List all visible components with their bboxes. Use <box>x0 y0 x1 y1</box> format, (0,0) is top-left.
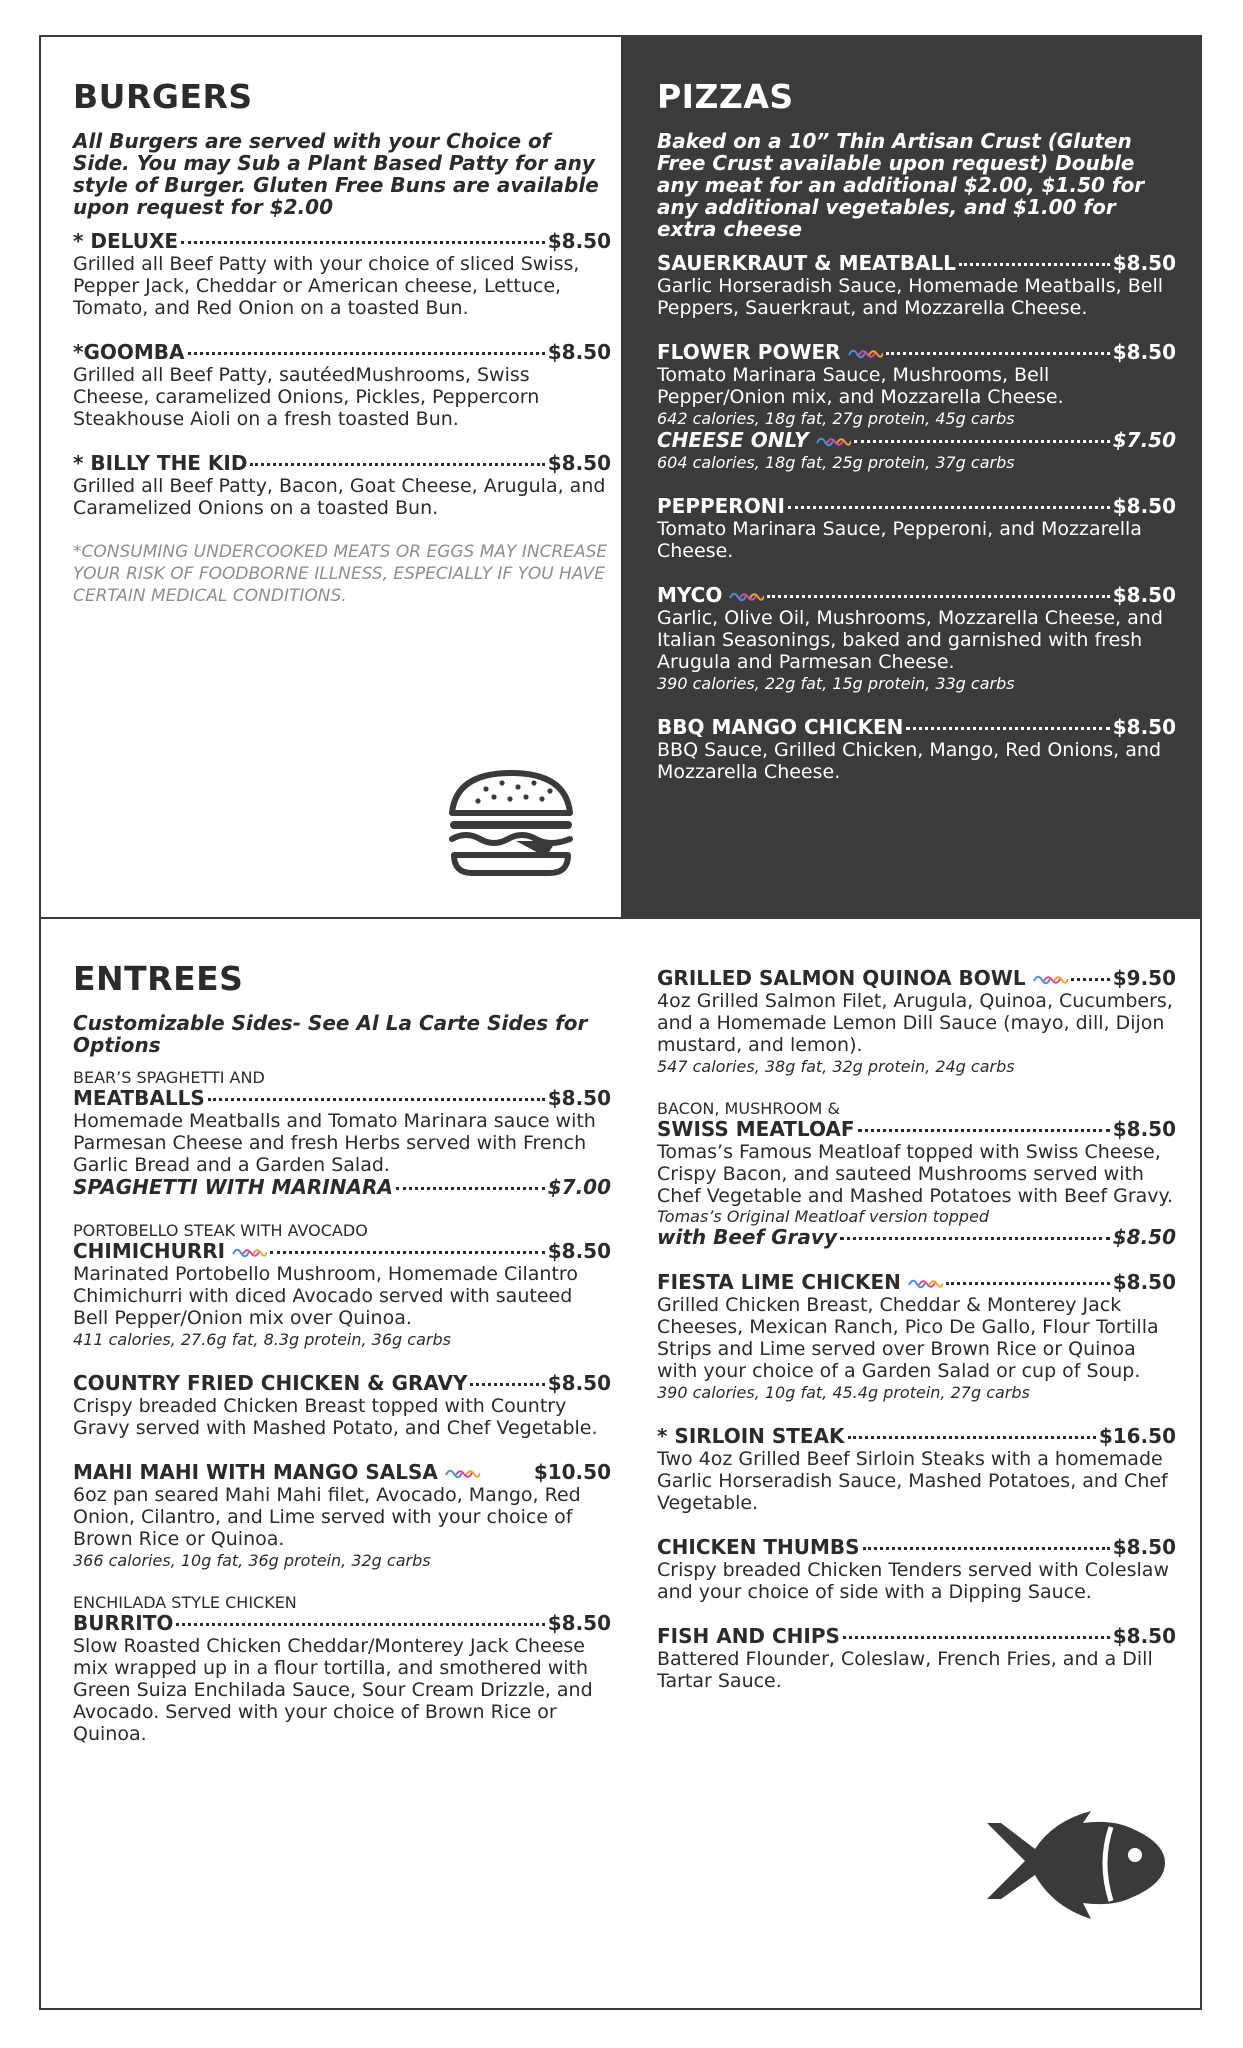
pizzas-section <box>621 37 1200 917</box>
item-description: Crispy breaded Chicken Tenders served with Coleslaw and your choice of side with a Dipping Sauce. <box>657 1559 1169 1603</box>
menu-item <box>657 1099 1176 1249</box>
menu-item <box>657 1536 1176 1603</box>
item-description: Tomato Marinara Sauce, Mushrooms, Bell Pepper/Onion mix, and Mozzarella Cheese. <box>657 364 1064 408</box>
menu-item <box>73 1221 611 1350</box>
item-price: $8.50 <box>547 1239 611 1263</box>
item-name: FIESTA LIME CHICKEN <box>657 1270 901 1294</box>
item-nutrition: 411 calories, 27.6g fat, 8.3g protein, 36g carbs <box>73 1330 451 1349</box>
wavy-healthy-icon <box>728 588 764 602</box>
item-description: Homemade Meatballs and Tomato Marinara sauce with Parmesan Cheese and fresh Herbs served with French Garlic Bread and a Garden Salad. <box>73 1110 596 1176</box>
menu-item <box>657 341 1176 473</box>
item-name-line1: BACON, MUSHROOM & <box>657 1099 840 1118</box>
item-description: Tomas’s Famous Meatloaf topped with Swiss Cheese, Crispy Bacon, and sauteed Mushrooms served with Chef Vegetable and Mashed Potatoes with Beef Gravy. <box>657 1141 1174 1207</box>
item-price: $8.50 <box>1112 715 1176 739</box>
item-nutrition: 547 calories, 38g fat, 32g protein, 24g carbs <box>657 1057 1015 1076</box>
wavy-healthy-icon <box>847 345 883 359</box>
menu-item <box>73 1068 611 1199</box>
item-description: Crispy breaded Chicken Breast topped with Country Gravy served with Mashed Potato, and Chef Vegetable. <box>73 1395 598 1439</box>
item-name: *GOOMBA <box>73 340 185 364</box>
item-name: COUNTRY FRIED CHICKEN & GRAVY <box>73 1371 468 1395</box>
fish-icon <box>983 1811 1169 1929</box>
item-name: GRILLED SALMON QUINOA BOWL <box>657 966 1026 990</box>
entrees-section <box>41 919 1200 2008</box>
menu-item <box>657 584 1176 694</box>
burger-icon <box>446 769 576 877</box>
item-name: * SIRLOIN STEAK <box>657 1424 845 1448</box>
sub-item-line1: Tomas’s Original Meatloaf version topped <box>657 1207 990 1226</box>
menu-item <box>657 1425 1176 1514</box>
item-name: CHICKEN THUMBS <box>657 1535 860 1559</box>
sub-item-name: SPAGHETTI WITH MARINARA <box>73 1175 393 1199</box>
item-price: $8.50 <box>547 229 611 253</box>
item-price: $8.50 <box>547 1611 611 1635</box>
item-name-line1: PORTOBELLO STEAK WITH AVOCADO <box>73 1221 368 1240</box>
item-price: $8.50 <box>547 451 611 475</box>
item-name: FLOWER POWER <box>657 340 841 364</box>
sub-item-name: CHEESE ONLY <box>657 428 809 452</box>
item-description: 6oz pan seared Mahi Mahi filet, Avocado, Mango, Red Onion, Cilantro, and Lime served with your choice of Brown Rice or Quinoa. <box>73 1484 581 1550</box>
entrees-left-column <box>41 919 621 2008</box>
menu-item <box>657 716 1176 783</box>
burgers-intro: All Burgers are served with your Choice of Side. You may Sub a Plant Based Patty for any style of Burger. Gluten Free Buns are available upon request for $2.00 <box>73 129 599 219</box>
sub-item-price: $7.50 <box>1112 428 1176 452</box>
item-description: Two 4oz Grilled Beef Sirloin Steaks with a homemade Garlic Horseradish Sauce, Mashed Potatoes, and Chef Vegetable. <box>657 1448 1168 1514</box>
pizzas-title: PIZZAS <box>657 77 794 116</box>
item-price: $8.50 <box>1112 583 1176 607</box>
item-price: $8.50 <box>1112 251 1176 275</box>
item-price: $8.50 <box>1112 340 1176 364</box>
item-description: 4oz Grilled Salmon Filet, Arugula, Quinoa, Cucumbers, and a Homemade Lemon Dill Sauce (mayo, dill, Dijon mustard, and lemon). <box>657 990 1173 1056</box>
item-description: Grilled all Beef Patty, Bacon, Goat Cheese, Arugula, and Caramelized Onions on a toasted Bun. <box>73 475 606 519</box>
item-nutrition: 642 calories, 18g fat, 27g protein, 45g carbs <box>657 409 1015 428</box>
item-name: MEATBALLS <box>73 1086 205 1110</box>
menu-item <box>657 1271 1176 1403</box>
wavy-healthy-icon <box>907 1275 943 1289</box>
item-price: $8.50 <box>1112 1117 1176 1141</box>
item-name: SAUERKRAUT & MEATBALL <box>657 251 956 275</box>
item-name: FISH AND CHIPS <box>657 1624 840 1648</box>
item-price: $8.50 <box>547 340 611 364</box>
menu-item <box>657 495 1176 562</box>
menu-item <box>657 252 1176 319</box>
item-description: BBQ Sauce, Grilled Chicken, Mango, Red Onions, and Mozzarella Cheese. <box>657 739 1162 783</box>
item-price: $8.50 <box>547 1371 611 1395</box>
item-price: $8.50 <box>1112 494 1176 518</box>
item-description: Battered Flounder, Coleslaw, French Fries, and a Dill Tartar Sauce. <box>657 1648 1153 1692</box>
menu-item <box>657 967 1176 1077</box>
top-section <box>41 37 1200 919</box>
item-name: CHIMICHURRI <box>73 1239 226 1263</box>
item-description: Marinated Portobello Mushroom, Homemade Cilantro Chimichurri with diced Avocado served with sauteed Bell Pepper/Onion mix over Quinoa. <box>73 1263 578 1329</box>
item-price: $8.50 <box>1112 1270 1176 1294</box>
item-name-line1: BEAR’S SPAGHETTI AND <box>73 1068 265 1087</box>
menu-item <box>73 1372 611 1439</box>
sub-item-price: $8.50 <box>1112 1225 1176 1249</box>
entrees-intro: Customizable Sides- See Al La Carte Sides for Options <box>73 1011 588 1057</box>
pizzas-intro: Baked on a 10” Thin Artisan Crust (Gluten Free Crust available upon request) Double any meat for an additional $2.00, $1.50 for any additional vegetables, and $1.00 for extra cheese <box>657 129 1145 241</box>
entrees-right-column <box>621 919 1200 2008</box>
menu-item <box>73 230 611 319</box>
menu-item <box>73 1593 611 1745</box>
wavy-healthy-icon <box>231 1244 267 1258</box>
menu-item <box>657 1625 1176 1692</box>
item-price: $9.50 <box>1112 966 1176 990</box>
item-description: Grilled all Beef Patty, sautéedMushrooms, Swiss Cheese, caramelized Onions, Pickles, Peppercorn Steakhouse Aioli on a fresh toasted Bun. <box>73 364 540 430</box>
item-nutrition: 366 calories, 10g fat, 36g protein, 32g carbs <box>73 1551 431 1570</box>
item-name: MYCO <box>657 583 723 607</box>
sub-item-price: $7.00 <box>547 1175 611 1199</box>
item-name: * BILLY THE KID <box>73 451 248 475</box>
menu-frame <box>39 35 1202 2010</box>
sub-item-name: with Beef Gravy <box>657 1225 837 1249</box>
burgers-section <box>41 37 621 917</box>
wavy-healthy-icon <box>1032 971 1068 985</box>
burgers-title: BURGERS <box>73 77 253 116</box>
menu-item <box>73 341 611 430</box>
item-name: PEPPERONI <box>657 494 785 518</box>
wavy-healthy-icon <box>815 433 851 447</box>
sub-item-nutrition: 604 calories, 18g fat, 25g protein, 37g carbs <box>657 453 1015 472</box>
menu-item <box>73 452 611 519</box>
consumption-warning: *CONSUMING UNDERCOOKED MEATS OR EGGS MAY INCREASE YOUR RISK OF FOODBORNE ILLNESS, ESPECIALLY IF YOU HAVE CERTAIN MEDICAL CONDITIONS. <box>73 542 608 606</box>
item-description: Grilled all Beef Patty with your choice of sliced Swiss, Pepper Jack, Cheddar or American cheese, Lettuce, Tomato, and Red Onion on a toasted Bun. <box>73 253 580 319</box>
item-name: MAHI MAHI WITH MANGO SALSA <box>73 1460 438 1484</box>
item-name: BBQ MANGO CHICKEN <box>657 715 904 739</box>
item-price: $16.50 <box>1098 1424 1176 1448</box>
item-price: $10.50 <box>533 1460 611 1484</box>
entrees-title: ENTREES <box>73 959 244 998</box>
item-nutrition: 390 calories, 22g fat, 15g protein, 33g carbs <box>657 674 1015 693</box>
item-description: Garlic, Olive Oil, Mushrooms, Mozzarella Cheese, and Italian Seasonings, baked and garnished with fresh Arugula and Parmesan Cheese. <box>657 607 1163 673</box>
item-name: BURRITO <box>73 1611 174 1635</box>
item-price: $8.50 <box>1112 1624 1176 1648</box>
wavy-healthy-icon <box>444 1465 480 1479</box>
menu-item <box>73 1461 611 1571</box>
item-description: Grilled Chicken Breast, Cheddar & Monterey Jack Cheeses, Mexican Ranch, Pico De Gallo, Flour Tortilla Strips and Lime served over Brown Rice or Quinoa with your choice of a Garden Salad or cup of Soup. <box>657 1294 1159 1382</box>
item-nutrition: 390 calories, 10g fat, 45.4g protein, 27g carbs <box>657 1383 1030 1402</box>
item-description: Tomato Marinara Sauce, Pepperoni, and Mozzarella Cheese. <box>657 518 1142 562</box>
item-price: $8.50 <box>547 1086 611 1110</box>
item-name: SWISS MEATLOAF <box>657 1117 855 1141</box>
item-name: * DELUXE <box>73 229 179 253</box>
item-price: $8.50 <box>1112 1535 1176 1559</box>
item-description: Garlic Horseradish Sauce, Homemade Meatballs, Bell Peppers, Sauerkraut, and Mozzarella Cheese. <box>657 275 1164 319</box>
item-description: Slow Roasted Chicken Cheddar/Monterey Jack Cheese mix wrapped up in a flour tortilla, and smothered with Green Suiza Enchilada Sauce, Sour Cream Drizzle, and Avocado. Served with your choice of Brown Rice or Quinoa. <box>73 1635 593 1745</box>
item-name-line1: ENCHILADA STYLE CHICKEN <box>73 1593 297 1612</box>
